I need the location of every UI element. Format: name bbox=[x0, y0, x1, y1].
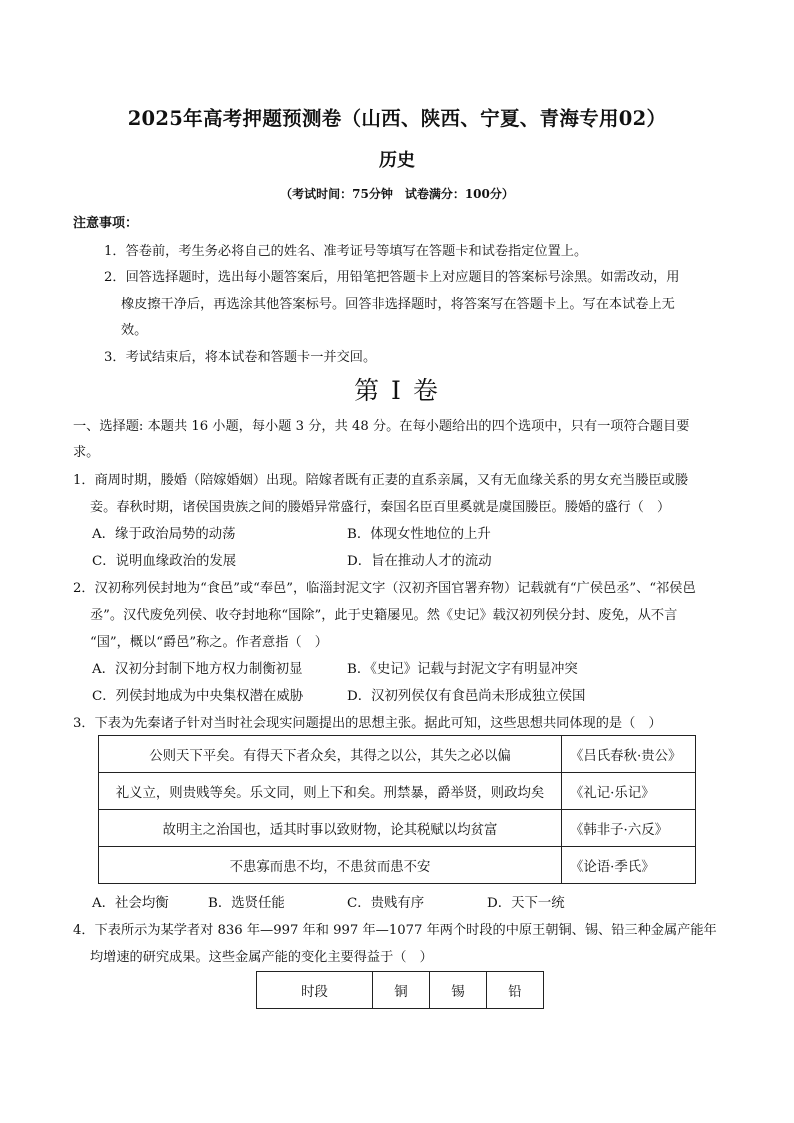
q2-stem-cont: 丞”。汉代废免列侯、收夺封地称“国除”，此于史籍屡见。然《史记》载汉初列侯分封、废免，从不言 bbox=[90, 608, 678, 623]
table-row bbox=[99, 773, 696, 810]
exam-subject: 历史 bbox=[379, 150, 415, 171]
notice-item-2-end: 效。 bbox=[121, 323, 148, 338]
q4-header-copper: 铜 bbox=[373, 972, 430, 1009]
q2-option-c[interactable]: C．列侯封地成为中央集权潜在威胁 bbox=[92, 689, 304, 704]
q2-stem-end: “国”，概以“爵邑”称之。作者意指（ ） bbox=[90, 635, 328, 650]
q3-table bbox=[98, 735, 696, 884]
q3-quote: 不患寡而患不均，不患贫而患不安 bbox=[99, 847, 562, 884]
q3-quote: 公则天下平矣。有得天下者众矣，其得之以公，其失之必以偏 bbox=[99, 736, 562, 773]
exam-title: 2025年高考押题预测卷（山西、陕西、宁夏、青海专用02） bbox=[127, 107, 667, 130]
table-row bbox=[99, 810, 696, 847]
notice-item-3: 3．考试结束后，将本试卷和答题卡一并交回。 bbox=[104, 350, 377, 365]
q4-header-tin: 锡 bbox=[430, 972, 487, 1009]
q1-option-d[interactable]: D．旨在推动人才的流动 bbox=[347, 554, 492, 569]
q3-option-b[interactable]: B．选贤任能 bbox=[208, 896, 285, 911]
q3-source: 《论语·季氏》 bbox=[562, 847, 696, 884]
section-title: 第 I 卷 bbox=[354, 376, 440, 405]
q2-option-d[interactable]: D．汉初列侯仅有食邑尚未形成独立侯国 bbox=[347, 689, 586, 704]
q3-option-d[interactable]: D．天下一统 bbox=[487, 896, 565, 911]
q4-header-lead: 铅 bbox=[487, 972, 544, 1009]
q3-stem: 3．下表为先秦诸子针对当时社会现实问题提出的思想主张。据此可知，这些思想共同体现的是（ ） bbox=[73, 716, 662, 731]
q3-source: 《礼记·乐记》 bbox=[562, 773, 696, 810]
table-row bbox=[99, 847, 696, 884]
q4-stem: 4．下表所示为某学者对 836 年—997 年和 997 年—1077 年两个时段的中原王朝铜、锡、铅三种金属产能年 bbox=[73, 923, 717, 938]
q3-source: 《吕氏春秋·贵公》 bbox=[562, 736, 696, 773]
q4-stem-cont: 均增速的研究成果。这些金属产能的变化主要得益于（ ） bbox=[90, 950, 433, 965]
q3-source: 《韩非子·六反》 bbox=[562, 810, 696, 847]
q1-option-c[interactable]: C．说明血缘政治的发展 bbox=[92, 554, 237, 569]
q3-option-a[interactable]: A．社会均衡 bbox=[92, 896, 169, 911]
exam-info: （考试时间：75分钟 试卷满分：100分） bbox=[280, 187, 514, 201]
q3-quote: 礼义立，则贵贱等矣。乐文同，则上下和矣。刑禁暴，爵举贤，则政均矣 bbox=[99, 773, 562, 810]
q1-option-b[interactable]: B．体现女性地位的上升 bbox=[347, 527, 491, 542]
notice-item-2: 2．回答选择题时，选出每小题答案后，用铅笔把答题卡上对应题目的答案标号涂黑。如需改动，用 bbox=[104, 270, 680, 285]
q1-stem: 1．商周时期，媵婚（陪嫁婚姻）出现。陪嫁者既有正妻的直系亲属，又有无血缘关系的男女充当媵臣或媵 bbox=[73, 473, 689, 488]
table-row bbox=[257, 972, 544, 1009]
q2-option-b[interactable]: B．《史记》记载与封泥文字有明显冲突 bbox=[347, 662, 578, 677]
section-intro-cont: 求。 bbox=[73, 445, 100, 460]
q2-option-a[interactable]: A．汉初分封制下地方权力制衡初显 bbox=[92, 662, 303, 677]
q4-table bbox=[256, 971, 544, 1009]
q1-stem-cont: 妾。春秋时期，诸侯国贵族之间的媵婚异常盛行，秦国名臣百里奚就是虞国媵臣。媵婚的盛行（ ） bbox=[90, 500, 671, 515]
section-intro: 一、选择题: 本题共 16 小题，每小题 3 分，共 48 分。在每小题给出的四个选项中，只有一项符合题目要 bbox=[73, 419, 690, 434]
table-row bbox=[99, 736, 696, 773]
q2-stem: 2．汉初称列侯封地为“食邑”或“奉邑”，临淄封泥文字（汉初齐国官署弃物）记载就有“广侯邑丞”、“祁侯邑 bbox=[73, 581, 696, 596]
q3-option-c[interactable]: C．贵贱有序 bbox=[347, 896, 425, 911]
notice-item-2-cont: 橡皮擦干净后，再选涂其他答案标号。回答非选择题时，将答案写在答题卡上。写在本试卷上无 bbox=[121, 297, 675, 312]
notice-item-1: 1．答卷前，考生务必将自己的姓名、准考证号等填写在答题卡和试卷指定位置上。 bbox=[104, 244, 588, 259]
notice-heading: 注意事项： bbox=[73, 216, 139, 231]
q4-header-period: 时段 bbox=[257, 972, 373, 1009]
q3-quote: 故明主之治国也，适其时事以致财物，论其税赋以均贫富 bbox=[99, 810, 562, 847]
q1-option-a[interactable]: A．缘于政治局势的动荡 bbox=[92, 527, 236, 542]
